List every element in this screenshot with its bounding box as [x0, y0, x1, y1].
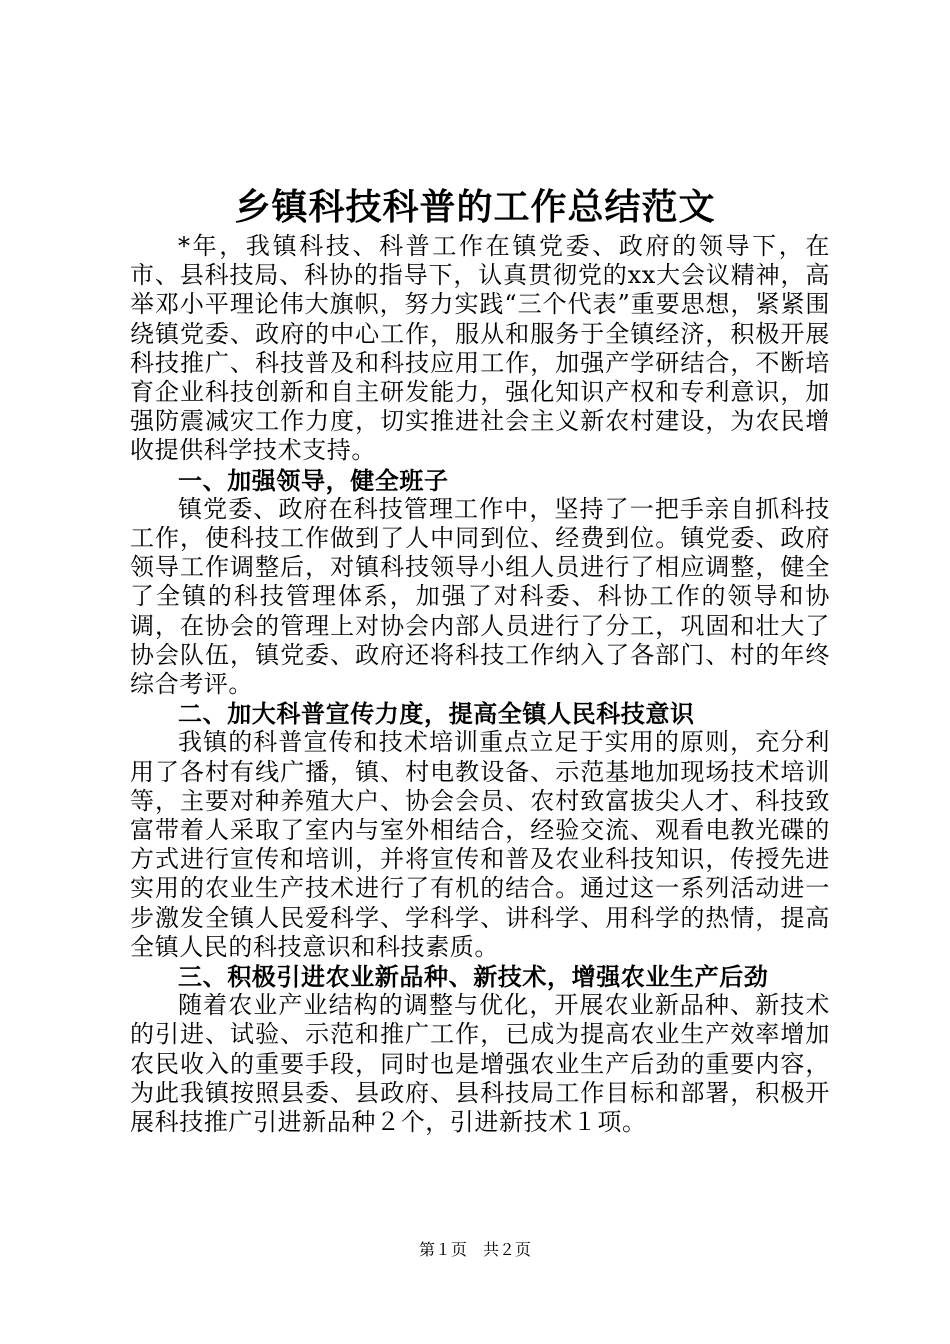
section-heading-1: 一、加强领导，健全班子: [178, 465, 449, 495]
section-heading-2: 二、加大科普宣传力度，提高全镇人民科技意识: [178, 699, 695, 729]
page-number-footer: 第１页 共２页: [418, 1240, 531, 1259]
document-body: [130, 232, 830, 1137]
section-2-paragraph: 我镇的科普宣传和技术培训重点立足于实用的原则，充分利用了各村有线广播，镇、村电教设备、示范基地加现场技术培训等，主要对种养殖大户、协会会员、农村致富拔尖人才、科技致富带着人采取了室内与室外相结合，经验交流、观看电教光碟的方式进行宣传和培训，并将宣传和普及农业科技知识，传授先进实用的农业生产技术进行了有机的结合。通过这一系列活动进一步激发全镇人民爱科学、学科学、讲科学、用科学的热情，提高全镇人民的科技意识和科技素质。: [130, 728, 830, 961]
section-1-paragraph: 镇党委、政府在科技管理工作中，坚持了一把手亲自抓科技工作，使科技工作做到了人中同到位、经费到位。镇党委、政府领导工作调整后，对镇科技领导小组人员进行了相应调整，健全了全镇的科技管理体系，加强了对科委、科协工作的领导和协调，在协会的管理上对协会内部人员进行了分工，巩固和壮大了协会队伍，镇党委、政府还将科技工作纳入了各部门、村的年终综合考评。: [130, 494, 830, 699]
document-title: 乡镇科技科普的工作总结范文: [234, 186, 716, 228]
section-3-paragraph: 随着农业产业结构的调整与优化，开展农业新品种、新技术的引进、试验、示范和推广工作，已成为提高农业生产效率增加农民收入的重要手段，同时也是增强农业生产后劲的重要内容，为此我镇按照县委、县政府、县科技局工作目标和部署，积极开展科技推广引进新品种２个，引进新技术１项。: [130, 991, 830, 1137]
section-heading-3: 三、积极引进农业新品种、新技术，增强农业生产后劲: [178, 962, 769, 992]
intro-paragraph: *年，我镇科技、科普工作在镇党委、政府的领导下，在市、县科技局、科协的指导下，认真贯彻党的xx大会议精神，高举邓小平理论伟大旗帜，努力实践“三个代表”重要思想，紧紧围绕镇党委、政府的中心工作，服从和服务于全镇经济，积极开展科技推广、科技普及和科技应用工作，加强产学研结合，不断培育企业科技创新和自主研发能力，强化知识产权和专利意识，加强防震减灾工作力度，切实推进社会主义新农村建设，为农民增收提供科学技术支持。: [130, 232, 830, 465]
